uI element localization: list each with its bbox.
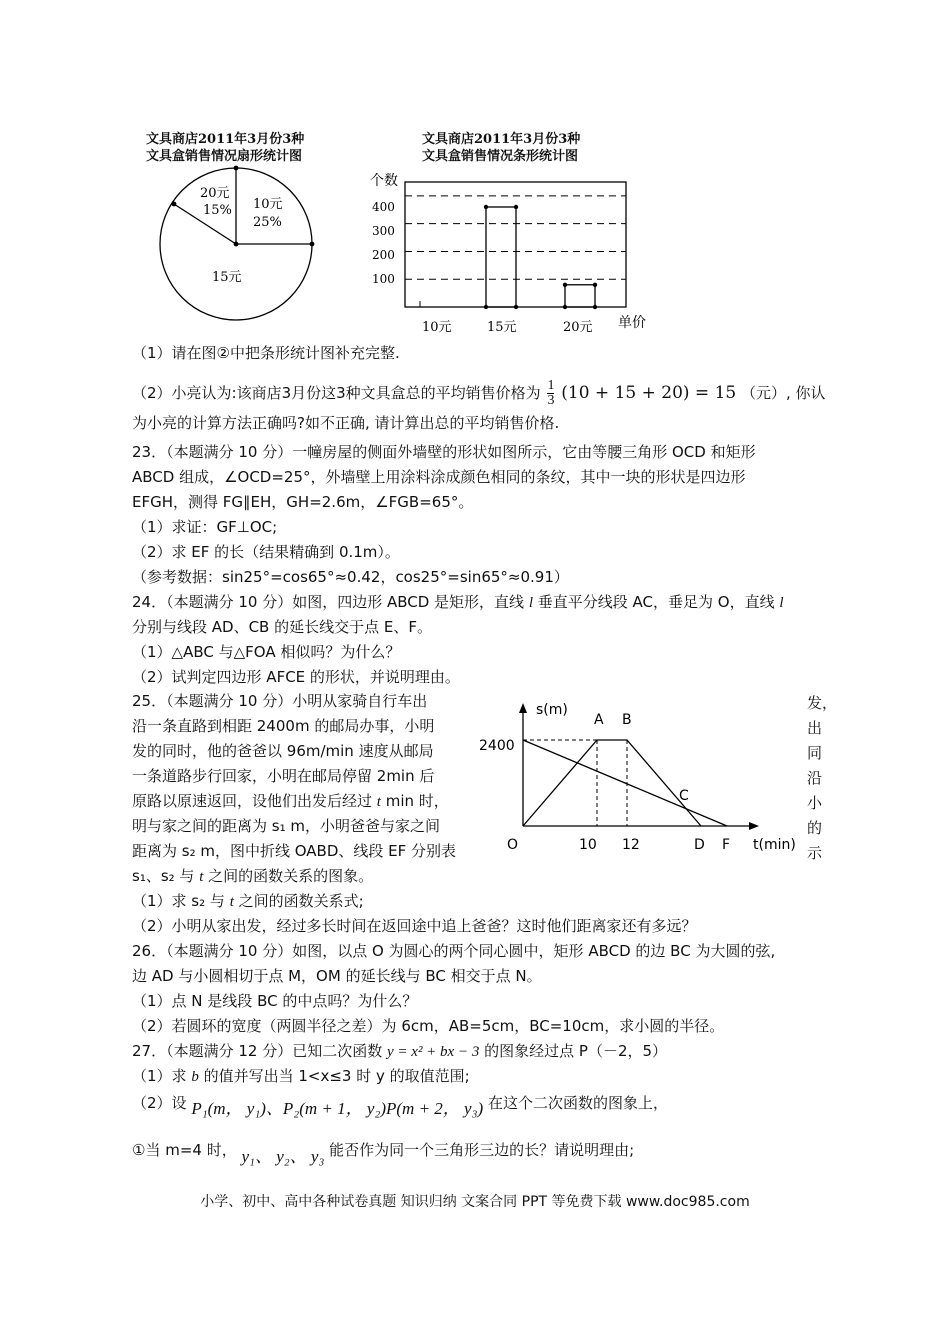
q27-formula: y = x² + bx − 3 [387, 1044, 480, 1060]
q25-y-arrow [519, 703, 527, 713]
q23-line1: 23．（本题满分 10 分）一幢房屋的侧面外墙壁的形状如图所示，它由等腰三角形 OCD 和矩形 [132, 443, 756, 461]
q27-line3-b: 在这个二次函数的图象上， [487, 1094, 668, 1112]
q25-label-o: O [507, 837, 519, 853]
q25-line7: 距离为 s₂ m，图中折线 OABD、线段 EF 分别表 [132, 842, 457, 860]
q25-right-char-6: 示 [807, 844, 823, 862]
q22-expression: (10 + 15 + 20) = 15 [561, 383, 737, 403]
q25-right-char-0: 发， [807, 694, 838, 712]
q23-line4: （1）求证：GF⊥OC; [132, 518, 278, 536]
q23-line6: （参考数据：sin25°=cos65°≈0.42，cos25°=sin65°≈0.91） [132, 568, 569, 586]
q23-line3: EFGH，测得 FG∥EH，GH=2.6m，∠FGB=65°。 [132, 493, 474, 511]
q27-line2-a: （1）求 [132, 1067, 192, 1085]
bar-title-line2: 文具盒销售情况条形统计图 [422, 149, 579, 164]
q26-line2: 边 AD 与小圆相切于点 M，OM 的延长线与 BC 相交于点 N。 [132, 967, 542, 985]
q27-line3-a: （2）设 [132, 1094, 187, 1112]
bar-ytick-100: 100 [372, 272, 395, 286]
q25-line5 [132, 791, 449, 812]
bar-title [422, 131, 580, 165]
bar-ytick-300: 300 [372, 224, 395, 238]
bar-point-1-2 [484, 305, 488, 309]
pie-label-15: 15元 [212, 270, 242, 285]
bar-ytick-400: 400 [372, 200, 395, 214]
pie-label-10: 10元 [253, 197, 283, 212]
q25-label-a: A [594, 712, 604, 728]
bar-point-1-0 [484, 205, 488, 209]
q25-ylabel: s(m) [536, 702, 568, 718]
q25-label-10: 10 [579, 837, 597, 853]
q25-line8 [132, 866, 373, 887]
bar-chart [360, 165, 680, 345]
q26-line4: （2）若圆环的宽度（两圆半径之差）为 6cm，AB=5cm，BC=10cm，求小圆的半径。 [132, 1017, 725, 1035]
bar-xtick-20: 20元 [563, 320, 593, 335]
q25-var-t: t [376, 794, 381, 810]
q23-line5: （2）求 EF 的长（结果精确到 0.1m）。 [132, 543, 400, 561]
q27-line3 [132, 1093, 668, 1118]
pie-point-center [234, 242, 239, 247]
q25-line1: 25．（本题满分 10 分）小明从家骑自行车出 [132, 692, 428, 710]
q25-line2: 沿一条直路到相距 2400m 的邮局办事，小明 [132, 717, 435, 735]
q24-line3: （1）△ABC 与△FOA 相似吗？为什么？ [132, 643, 401, 661]
q24-line-l2: l [779, 595, 784, 611]
q25-label-b: B [622, 712, 632, 728]
bar-xtick-10: 10元 [422, 320, 452, 335]
q25-part1-a: （1）求 s₂ 与 [132, 892, 230, 910]
q27-line1-b: 的图象经过点 P（－2，5） [484, 1042, 668, 1060]
bar-xlabel: 单价 [618, 315, 646, 331]
q26-line1: 26．（本题满分 10 分）如图，以点 O 为圆心的两个同心圆中，矩形 ABCD 的边 BC 为大圆的弦, [132, 942, 776, 960]
q22-part2-text-a: （2）小亮认为:该商店3月份这3种文具盒总的平均销售价格为 [132, 384, 541, 402]
q27-var-b: b [191, 1069, 199, 1085]
q25-right-char-2: 同 [807, 744, 823, 762]
q22-part2-text-b: （元）, 你认 [740, 384, 826, 402]
bar-point-2-2 [563, 305, 567, 309]
q25-var-t3: t [229, 894, 234, 910]
q24-line1-b: 垂直平分线段 AC，垂足为 O，直线 [533, 593, 780, 611]
q24-line2: 分别与线段 AD、CB 的延长线交于点 E、F。 [132, 618, 432, 636]
bar-point-2-1 [593, 283, 597, 287]
q25-part2: （2）小明从家出发，经过多长时间在返回途中追上爸爸？这时他们距离家还有多远？ [132, 917, 697, 935]
q25-label-12: 12 [622, 837, 640, 853]
q27-line4 [132, 1140, 635, 1166]
q22-fraction [547, 379, 554, 408]
q22-part2 [132, 379, 826, 408]
q26-line3: （1）点 N 是线段 BC 的中点吗？为什么？ [132, 992, 418, 1010]
pie-point-top [234, 166, 239, 171]
pie-point-right [310, 242, 315, 247]
q25-line8-a: s₁、s₂ 与 [132, 867, 200, 885]
q25-right-char-3: 沿 [807, 769, 823, 787]
q25-line6: 明与家之间的距离为 s₁ m，小明爸爸与家之间 [132, 817, 440, 835]
pie-point-left [172, 202, 177, 207]
q25-label-2400: 2400 [479, 738, 515, 754]
q25-line8-b: 之间的函数关系的图象。 [203, 867, 374, 885]
bar-point-2-0 [563, 283, 567, 287]
pie-pct-10: 25% [253, 215, 282, 230]
q25-line4: 一条道路步行回家，小明在邮局停留 2min 后 [132, 767, 435, 785]
q22-part1: （1）请在图②中把条形统计图补充完整. [132, 344, 400, 362]
pie-title-line1: 文具商店2011年3月份3种 [146, 132, 305, 147]
q27-line4-a: ①当 m=4 时， [132, 1141, 237, 1159]
bar-20元 [565, 285, 595, 307]
q22-fraction-num: 1 [547, 378, 555, 393]
bar-title-line1: 文具商店2011年3月份3种 [422, 132, 581, 147]
q27-line1-a: 27．（本题满分 12 分）已知二次函数 [132, 1042, 383, 1060]
q23-line2: ABCD 组成，∠OCD=25°，外墙壁上用涂料涂成颜色相同的条纹，其中一块的形状是四边形 [132, 468, 746, 486]
q27-y-values: y₁、 y₂、 y₃ [241, 1147, 325, 1166]
q27-line1 [132, 1041, 667, 1062]
pie-title-line2: 文具盒销售情况扇形统计图 [146, 149, 303, 164]
q25-var-t2: t [199, 869, 204, 885]
pie-chart [150, 160, 330, 340]
bar-ytick-200: 200 [372, 248, 395, 262]
q27-points-formula: P₁(m， y₁)、P₂(m + 1， y₂)P(m + 2， y₃) [191, 1099, 484, 1118]
q22-part2-cont: 为小亮的计算方法正确吗?如不正确, 请计算出总的平均销售价格. [132, 414, 560, 432]
bar-point-1-3 [514, 305, 518, 309]
bar-xtick-15: 15元 [487, 320, 517, 335]
q25-x-arrow [749, 822, 759, 830]
q24-line-l: l [528, 595, 534, 611]
q25-right-column [807, 691, 837, 866]
q25-graph [475, 695, 805, 860]
q25-label-c: C [679, 788, 689, 804]
q27-line4-b: 能否作为同一个三角形三边的长？请说明理由; [329, 1141, 635, 1159]
q24-line1 [132, 592, 784, 613]
q22-fraction-den: 3 [547, 393, 555, 408]
q25-line3: 发的同时，他的爸爸以 96m/min 速度从邮局 [132, 742, 434, 760]
q25-line5-a: 原路以原速返回，设他们出发后经过 [132, 792, 377, 810]
page-footer: 小学、初中、高中各种试卷真题 知识归纳 文案合同 PPT 等免费下载 www.doc985.com [200, 1194, 750, 1210]
q25-line5-b: min 时， [380, 792, 449, 810]
bar-point-2-3 [593, 305, 597, 309]
q27-line2 [132, 1066, 470, 1087]
q25-part1-b: 之间的函数关系式; [233, 892, 364, 910]
q25-right-char-4: 小 [807, 794, 823, 812]
bar-point-1-1 [514, 205, 518, 209]
pie-pct-20: 15% [203, 203, 232, 218]
pie-label-20: 20元 [200, 186, 230, 201]
q25-line-ef [523, 740, 727, 826]
q24-line1-a: 24．（本题满分 10 分）如图，四边形 ABCD 是矩形，直线 [132, 593, 529, 611]
q25-label-f: F [722, 837, 731, 853]
q25-xlabel: t(min) [753, 837, 796, 853]
q24-line4: （2）试判定四边形 AFCE 的形状，并说明理由。 [132, 668, 460, 686]
bar-ylabel: 个数 [370, 173, 398, 189]
q27-line2-b: 的值并写出当 1<x≤3 时 y 的取值范围; [198, 1067, 470, 1085]
q25-right-char-5: 的 [807, 819, 823, 837]
q25-label-d: D [694, 837, 705, 853]
bar-15元 [486, 207, 516, 307]
q25-part1 [132, 891, 364, 912]
q25-line-oabd [523, 740, 701, 826]
q25-right-char-1: 出 [807, 719, 823, 737]
